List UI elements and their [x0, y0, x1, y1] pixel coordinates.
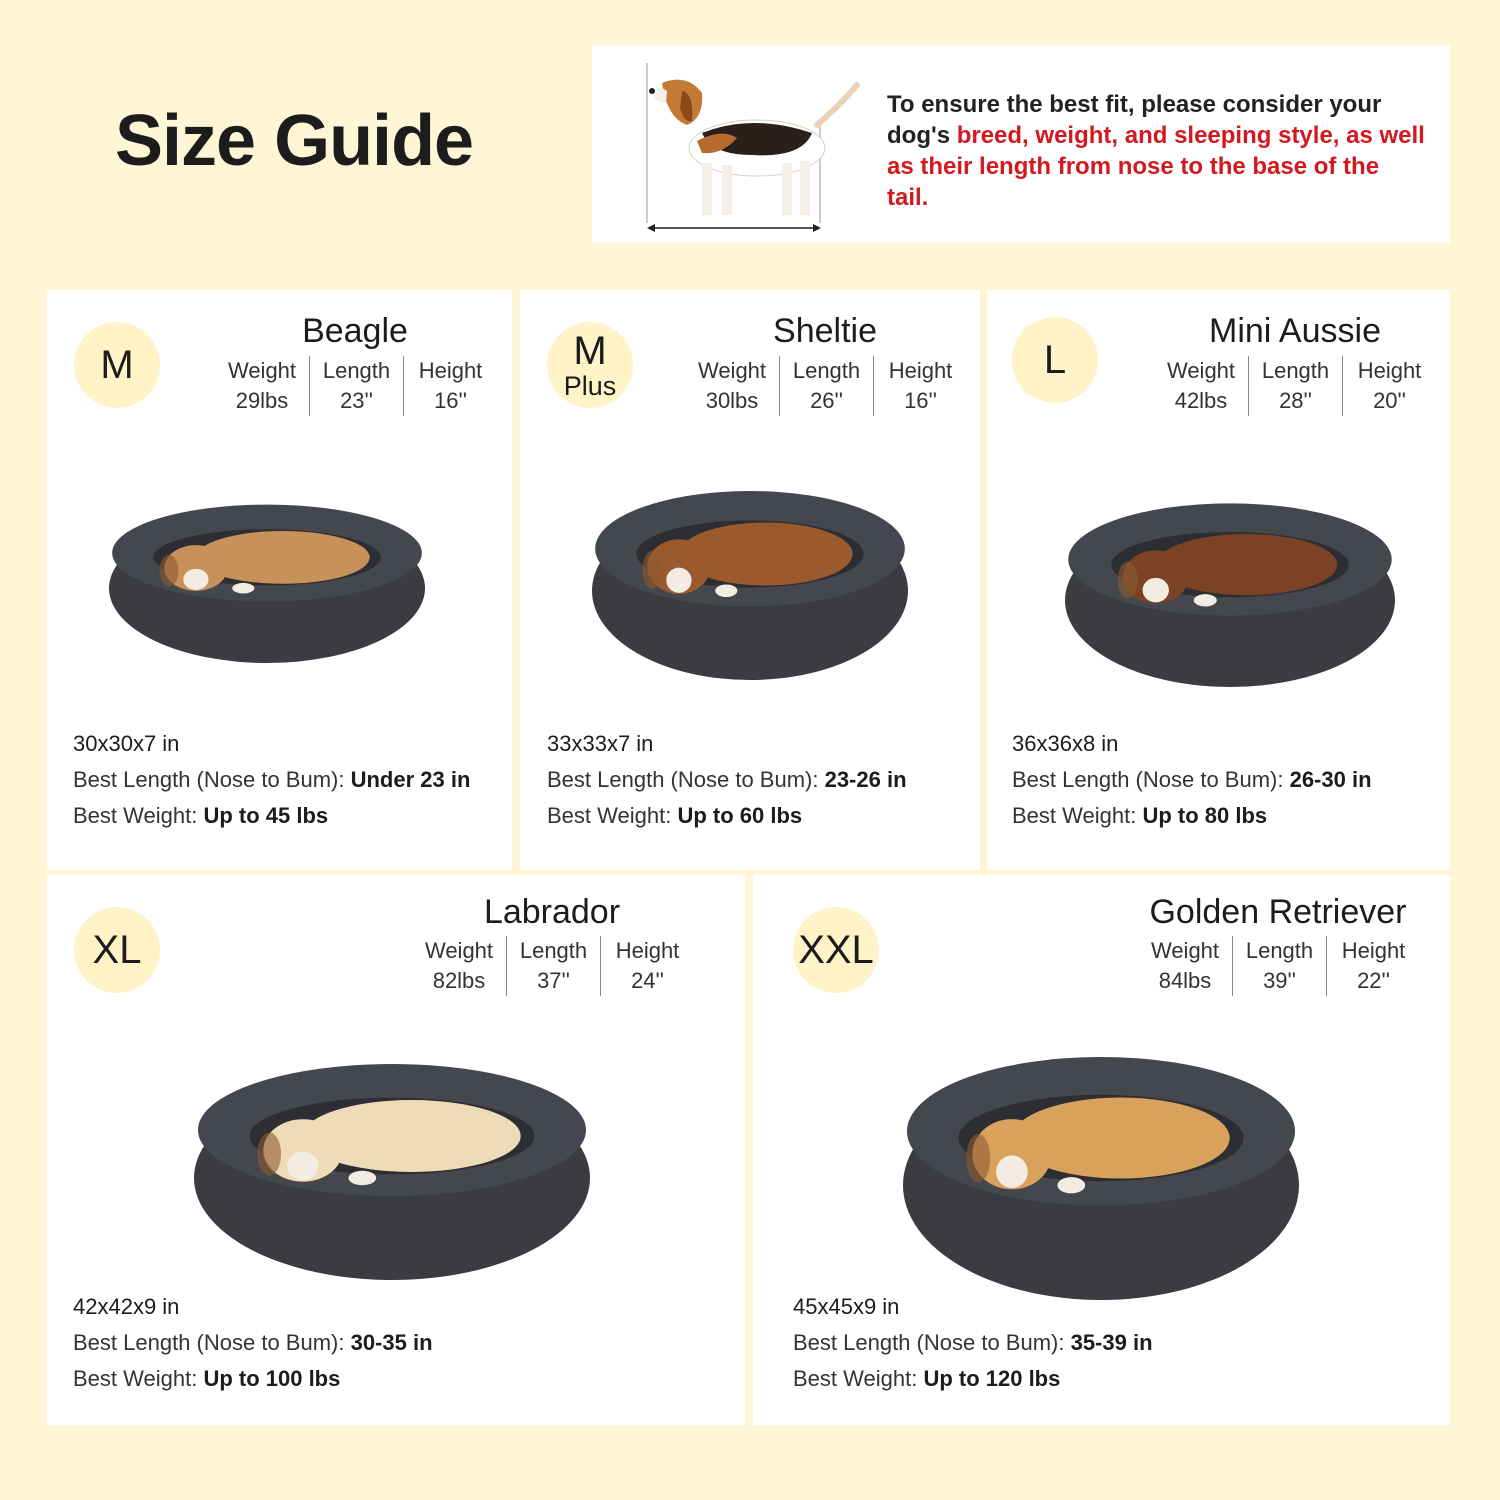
size-badge [547, 322, 633, 408]
best-length-label: Best Length (Nose to Bum): [793, 1330, 1071, 1355]
best-length-row [73, 762, 470, 798]
page-title: Size Guide [115, 101, 474, 181]
best-weight-value: Up to 80 lbs [1142, 803, 1268, 828]
stat-length-value: 39'' [1263, 968, 1296, 993]
breed-stats [412, 936, 694, 996]
breed-stats [1138, 936, 1420, 996]
size-badge [1012, 317, 1098, 403]
best-length-value: Under 23 in [350, 767, 471, 792]
best-weight-row [547, 798, 907, 834]
stat-length-label: Length [1261, 358, 1330, 383]
size-badge-label: XL [92, 928, 142, 972]
bed-specs [1012, 726, 1372, 834]
stat-length-label: Length [792, 358, 861, 383]
best-length-value: 23-26 in [824, 767, 907, 792]
breed-stats [1154, 356, 1436, 416]
stat-length-label: Length [519, 938, 588, 963]
stat-weight-label: Weight [697, 358, 767, 383]
stat-weight-label: Weight [1150, 938, 1220, 963]
stat-weight-value: 30lbs [705, 388, 759, 413]
breed-name: Golden Retriever [1149, 893, 1407, 931]
stat-weight-value: 29lbs [235, 388, 289, 413]
bed-dimensions: 33x33x7 in [547, 731, 654, 756]
stat-height-label: Height [888, 358, 953, 383]
best-length-value: 35-39 in [1070, 1330, 1153, 1355]
best-weight-value: Up to 120 lbs [923, 1366, 1061, 1391]
stat-length-value: 26'' [810, 388, 843, 413]
bed-dimensions: 36x36x8 in [1012, 731, 1119, 756]
breed-stats [685, 356, 967, 416]
size-card-sheltie [520, 290, 980, 870]
breed-name: Beagle [302, 312, 408, 350]
stat-height [1326, 936, 1420, 996]
breed-name: Mini Aussie [1209, 312, 1381, 350]
bed-dimensions: 30x30x7 in [73, 731, 180, 756]
best-weight-label: Best Weight: [73, 803, 204, 828]
stat-length-label: Length [322, 358, 391, 383]
dog-bed-image [99, 477, 435, 673]
stat-weight [215, 356, 309, 416]
bed-specs [547, 726, 907, 834]
stat-weight-label: Weight [424, 938, 494, 963]
size-card-golden-retriever [753, 875, 1450, 1425]
best-weight-label: Best Weight: [793, 1366, 924, 1391]
stat-height-value: 16'' [434, 388, 467, 413]
stat-weight-label: Weight [227, 358, 297, 383]
stat-height-value: 22'' [1357, 968, 1390, 993]
breed-name: Sheltie [773, 312, 877, 350]
stat-height-value: 24'' [631, 968, 664, 993]
size-card-mini-aussie [987, 290, 1450, 870]
best-weight-row [73, 798, 470, 834]
bed-dimensions: 42x42x9 in [73, 1294, 180, 1319]
best-length-row [1012, 762, 1372, 798]
best-weight-value: Up to 60 lbs [677, 803, 803, 828]
best-length-label: Best Length (Nose to Bum): [1012, 767, 1290, 792]
stat-weight [1138, 936, 1232, 996]
best-weight-row [1012, 798, 1372, 834]
stat-length [506, 936, 600, 996]
best-weight-row [793, 1361, 1153, 1397]
best-length-value: 26-30 in [1289, 767, 1372, 792]
bed-specs [73, 1289, 433, 1397]
best-length-row [793, 1325, 1153, 1361]
best-length-row [547, 762, 907, 798]
stat-weight-value: 84lbs [1158, 968, 1212, 993]
size-badge [74, 322, 160, 408]
dog-bed-image [184, 1030, 600, 1290]
best-weight-label: Best Weight: [1012, 803, 1143, 828]
stat-weight-value: 42lbs [1174, 388, 1228, 413]
best-weight-label: Best Weight: [73, 1366, 204, 1391]
best-length-label: Best Length (Nose to Bum): [547, 767, 825, 792]
best-length-label: Best Length (Nose to Bum): [73, 1330, 351, 1355]
size-badge-label: XXL [798, 928, 874, 972]
stat-weight [1154, 356, 1248, 416]
stat-height-value: 16'' [904, 388, 937, 413]
stat-length-value: 23'' [340, 388, 373, 413]
best-weight-label: Best Weight: [547, 803, 678, 828]
size-badge [74, 907, 160, 993]
stat-weight [412, 936, 506, 996]
fit-tip-text: To ensure the best fit, please consider your dog's breed, weight, and sleeping style, as well as their length from nose to the base of the tail. [887, 91, 1425, 211]
dog-bed-image [893, 1020, 1309, 1310]
size-badge-sub: Plus [563, 370, 617, 401]
size-card-labrador [47, 875, 745, 1425]
stat-weight-label: Weight [1166, 358, 1236, 383]
stat-weight-value: 82lbs [432, 968, 486, 993]
stat-height-label: Height [1357, 358, 1422, 383]
fit-tip-panel [592, 45, 1450, 243]
stat-length [309, 356, 403, 416]
size-badge-label: M [573, 328, 607, 373]
best-weight-value: Up to 100 lbs [203, 1366, 341, 1391]
beagle-measure-image [642, 63, 872, 235]
best-length-row [73, 1325, 433, 1361]
stat-height-value: 20'' [1373, 388, 1406, 413]
stat-length-value: 37'' [537, 968, 570, 993]
stat-height [600, 936, 694, 996]
bed-specs [793, 1289, 1153, 1397]
stat-length [779, 356, 873, 416]
dog-bed-image [1055, 473, 1405, 697]
size-badge-label: M [100, 343, 134, 387]
stat-height-label: Height [418, 358, 483, 383]
best-weight-row [73, 1361, 433, 1397]
stat-length-value: 28'' [1279, 388, 1312, 413]
stat-height [1342, 356, 1436, 416]
size-badge [793, 907, 879, 993]
best-weight-value: Up to 45 lbs [203, 803, 329, 828]
bed-dimensions: 45x45x9 in [793, 1294, 900, 1319]
size-badge-label: L [1043, 338, 1067, 382]
stat-length-label: Length [1245, 938, 1314, 963]
stat-height-label: Height [615, 938, 680, 963]
size-card-beagle [47, 290, 512, 870]
best-length-label: Best Length (Nose to Bum): [73, 767, 351, 792]
stat-length [1248, 356, 1342, 416]
stat-height-label: Height [1341, 938, 1406, 963]
stat-weight [685, 356, 779, 416]
stat-height [873, 356, 967, 416]
best-length-value: 30-35 in [350, 1330, 433, 1355]
dog-bed-image [582, 460, 918, 690]
bed-specs [73, 726, 470, 834]
breed-name: Labrador [483, 893, 621, 931]
breed-stats [215, 356, 497, 416]
stat-length [1232, 936, 1326, 996]
stat-height [403, 356, 497, 416]
